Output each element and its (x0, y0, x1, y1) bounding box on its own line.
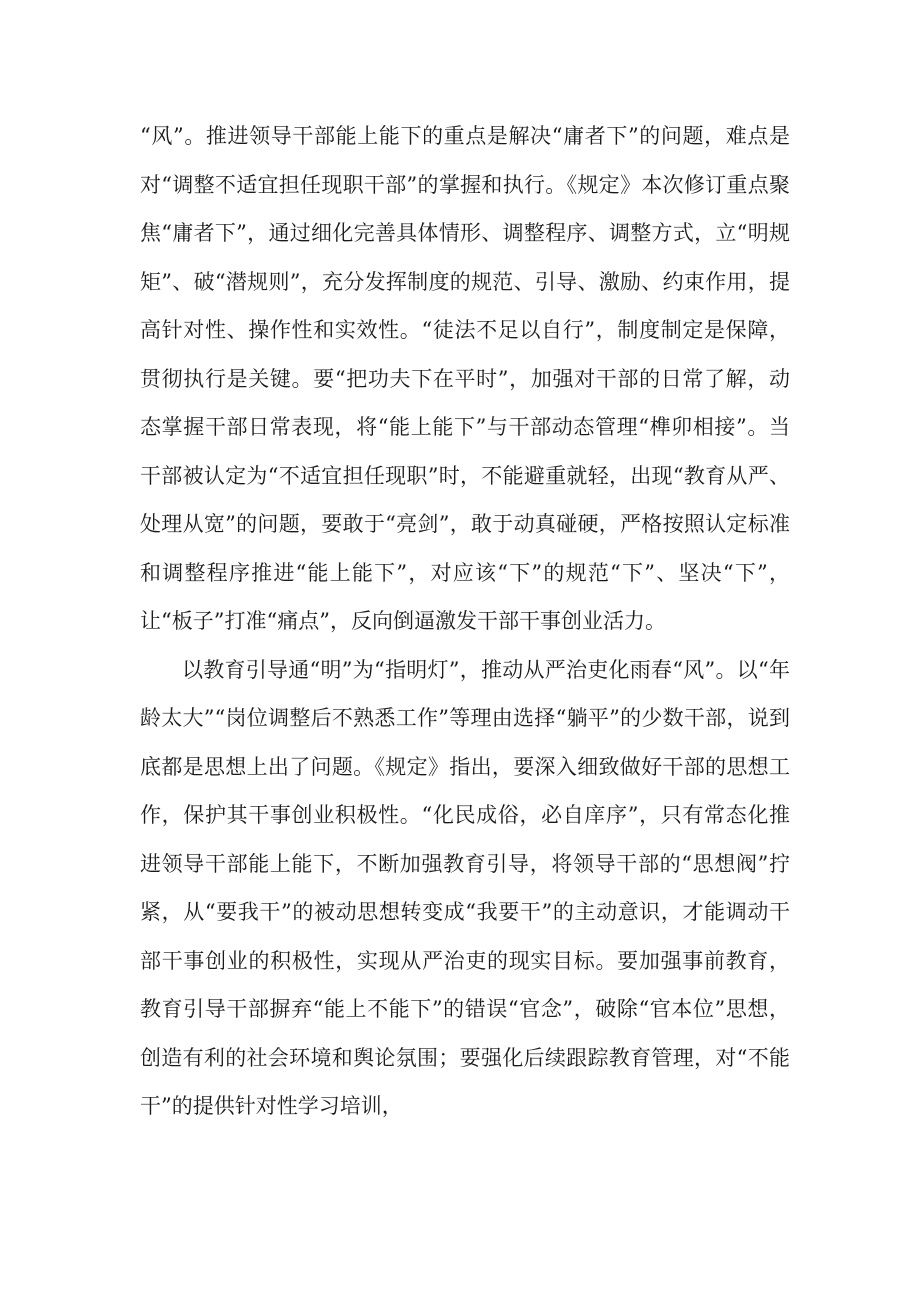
document-body (140, 112, 790, 1131)
paragraph-1: “风”。推进领导干部能上能下的重点是解决“庸者下”的问题，难点是对“调整不适宜担任现职干部”的掌握和执行。《规定》本次修订重点聚焦“庸者下”，通过细化完善具体情形、调整程序、调整方式，立“明规矩”、破“潜规则”，充分发挥制度的规范、引导、激励、约束作用，提高针对性、操作性和实效性。“徒法不足以自行”，制度制定是保障，贯彻执行是关键。要“把功夫下在平时”，加强对干部的日常了解，动态掌握干部日常表现，将“能上能下”与干部动态管理“榫卯相接”。当干部被认定为“不适宜担任现职”时，不能避重就轻，出现“教育从严、处理从宽”的问题，要敢于“亮剑”，敢于动真碰硬，严格按照认定标准和调整程序推进“能上能下”，对应该“下”的规范“下”、坚决“下”，让“板子”打准“痛点”，反向倒逼激发干部干事创业活力。 (140, 124, 790, 633)
paragraph-2: 以教育引导通“明”为“指明灯”，推动从严治吏化雨春“风”。以“年龄太大”“岗位调整后不熟悉工作”等理由选择“躺平”的少数干部，说到底都是思想上出了问题。《规定》指出，要深入细致做好干部的思想工作，保护其干事创业积极性。“化民成俗，必自庠序”，只有常态化推进领导干部能上能下，不断加强教育引导，将领导干部的“思想阀”拧紧，从“要我干”的被动思想转变成“我要干”的主动意识，才能调动干部干事创业的积极性，实现从严治吏的现实目标。要加强事前教育，教育引导干部摒弃“能上不能下”的错误“官念”，破除“官本位”思想，创造有利的社会环境和舆论氛围；要强化后续跟踪教育管理，对“不能干”的提供针对性学习培训， (140, 657, 790, 1118)
